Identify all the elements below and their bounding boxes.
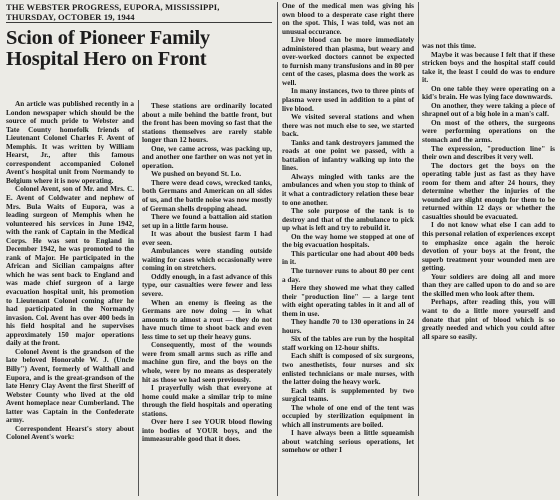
paragraph: There were dead cows, wrecked tanks, both Germans and American on all sides of us, and the battle noise was now mostly of German shells dropping ahead. [142,178,272,213]
paragraph: The expression, "production line" is their own and describes it very well. [422,144,555,162]
paragraph: Maybe it was because I felt that if these stricken boys and the hospital staff could take it, the least I could do was to endure it. [422,50,555,85]
paragraph: These stations are ordinarily located about a mile behind the battle front, but the front has been moving so fast that the stations themselves are rarely stable longer than 12 hours. [142,102,272,145]
paragraph: On another, they were taking a piece of shrapnel out of a big hole in a man's calf. [422,101,555,119]
paragraph: When an enemy is fleeing as the Germans are now doing — in what amounts to almost a rout — they do not have much time to shoot back and even less time to set up their heavy guns. [142,298,272,341]
paragraph: The sole purpose of the tank is to destroy and that of the ambulance to pick up what is left and try to rebuild it. [282,207,414,233]
paragraph: Consequently, most of the wounds were from small arms such as rifle and machine gun fire, and the boys on the whole, were by no means as desperately hit as those we had seen previously. [142,341,272,384]
dateline: THE WEBSTER PROGRESS, EUPORA, MISSISSIPPI, THURSDAY, OCTOBER 19, 1944 [6,2,220,23]
paragraph: It was about the busiest farm I had ever seen. [142,230,272,247]
paragraph: I prayerfully wish that everyone at home could make a similar trip to mine through the field hospitals and operating stations. [142,384,272,418]
paragraph: On one table they were operating on a kid's brain. He was lying face downwards. [422,84,555,102]
paragraph: In many instances, two to three pints of plasma were used in addition to a pint of live blood. [282,87,414,113]
paragraph: This particular one had about 400 beds in it. [282,249,414,267]
paragraph: Ambulances were standing outside waiting for cases which occasionally were coming in on stretchers. [142,247,272,273]
paragraph: There we found a battalion aid station set up in a little farm house. [142,213,272,230]
paragraph: Tanks and tank destroyers jammed the roads at one point we passed, with a battalion of infantry walking up into the lines. [282,138,414,173]
dateline-rule [6,22,272,23]
paragraph: Your soldiers are doing all and more than they are called upon to do and so are the skilled men who look after them. [422,272,555,298]
paragraph: Colonel Avent, son of Mr. and Mrs. C. E. Avent of Coldwater and nephew of Mrs. Bula Waits of Eupora, was a leading surgeon of Memphis when he volunteered his services in June 1942, with the rank of Captain in the Medical Corps. He was sent to England in December 1942, he was promoted to the rank of Major. He participated in the African and Sicilian campaigns after which he was sent back to England and was made chief surgeon of a large evacuation hospital unit, his promotion to Lieutenant Colonel coming after he had participated in the Normandy invasion. Col. Avent has over 400 beds in his field hospital and he supervises approximately 150 major operations daily at the front. [6,185,134,348]
paragraph: Over here I see YOUR blood flowing into bodies of YOUR boys, and the immeasurable good that it does. [142,418,272,444]
paragraph: The doctors get the boys on the operating table just as fast as they have room for them and after 24 hours, they determine whether the injuries of the wounded are slight enough for them to be returned within 12 days or whether the casualties should be evacuated. [422,161,555,221]
headline: Scion of Pioneer Family Hospital Hero on Front [6,27,210,70]
paragraph: An article was published recently in a London newspaper which should be the source of much pride to Webster and Tate County homefolk friends of Lieutenant Colonel Charles F. Avent of Memphis. It was written by William Hearst, Jr., after this famous correspondent accompanied Colonel Avent's hospital unit from Normandy to Belgium where it is now operating. [6,100,134,185]
article-column-1 [6,100,134,442]
paragraph: I do not know what else I can add to this personal relation of experiences except to emphasize once again the heroic devotion of your boys at the front, the superb treatment your wounded men are getting. [422,221,555,273]
paragraph: On most of the others, the surgeons were performing operations on the stomach and the arms. [422,118,555,145]
article-column-3 [282,2,414,455]
paragraph: One of the medical men was giving his own blood to a desperate case right there on the spot. This, I was told, was not an unusual occurance. [282,2,414,36]
paragraph: was not this time. [422,42,476,50]
paragraph: Oddly enough, in a fast advance of this type, our casualties were fewer and less severe. [142,272,272,299]
paragraph: I have always been a little squeamish about watching serious operations, let somehow or other I [282,429,414,455]
paragraph: Here they showed me what they called their "production line" — a large tent with eight operating tables in it and all of them in use. [282,284,414,318]
paragraph: The whole of one end of the tent was occupied by sterilization equipment in which all instruments are boiled. [282,403,414,429]
article-column-2 [142,102,272,444]
column-divider [277,2,278,496]
column-divider [418,2,419,496]
paragraph: On the way home we stopped at one of the big evacuation hospitals. [282,232,414,250]
paragraph: Live blood can be more immediately administered than plasma, but weary and over-worked doctors cannot be expected to furnish many transfusions and in 80 per cent of the cases, plasma does the work as well. [282,36,414,87]
paragraph: They handle 70 to 130 operations in 24 hours. [282,318,414,335]
paragraph: We pushed on beyond St. Lo. [151,170,242,179]
paragraph: Colonel Avent is the grandson of the late beloved Honorable W. J. (Uncle Billy") Avent, formerly of Walthall and Eupora, and is the great-grandson of the late Henry Clay Avent the first Sheriff of Webster County who lived at the old Avent homeplace near Cumberland. The latter was Captain in the Confederate army. [6,347,134,425]
paragraph: Always mingled with tanks are the ambulances and when you stop to think of it what a contradictory relation these bear to one another. [282,172,414,207]
column-divider [138,100,139,496]
paragraph: One, we came across, was packing up, and another one farther on was not yet in operation. [142,144,272,170]
paragraph: Each shift is composed of six surgeons, two anesthetists, four nurses and six enlisted technicians or male nurses, with the latter doing the heavy work. [282,352,414,387]
paragraph: Six of the tables are run by the hospital staff working on 12-hour shifts. [282,335,414,352]
paragraph: We visited several stations and when there was not much else to see, we started back. [282,113,414,139]
article-column-4 [422,42,555,341]
paragraph: The turnover runs to about 80 per cent a day. [282,266,414,284]
paragraph: Each shift is supplemented by two surgical teams. [282,386,414,404]
paragraph: Perhaps, after reading this, you will want to do a little more yourself and donate that pint of blood which is so greatly needed and which you could after all spare so easily. [422,298,555,341]
paragraph: Correspondent Hearst's story about Colonel Avent's work: [6,424,134,442]
